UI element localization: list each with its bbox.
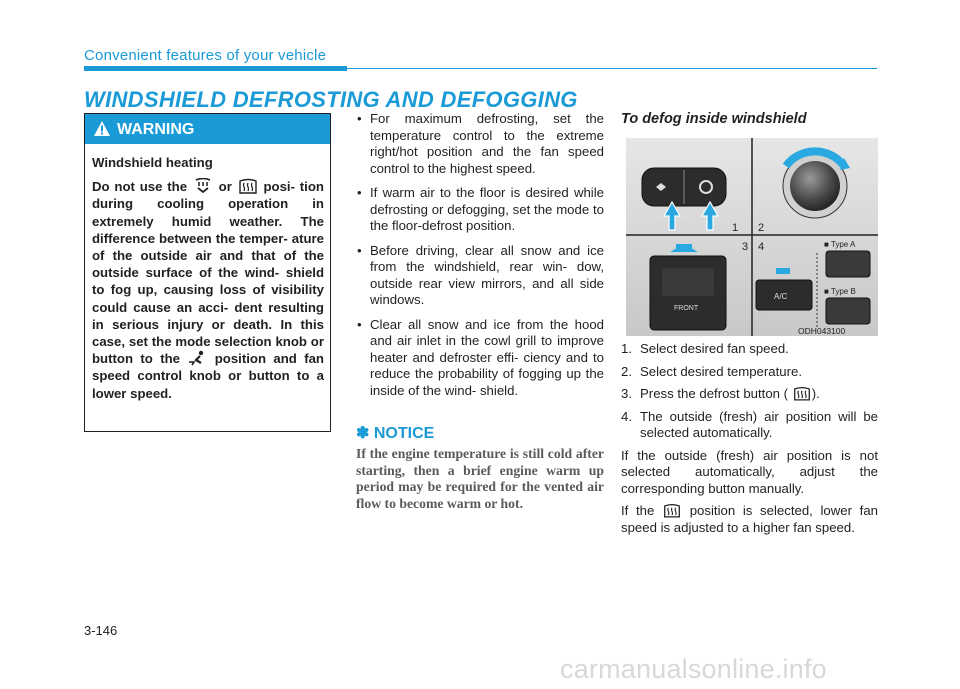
- step-item: 4. The outside (fresh) air position will be selected automatically.: [621, 408, 878, 440]
- step-item: 3. Press the defrost button ( ).: [621, 386, 820, 401]
- control-panel-illustration: [626, 138, 878, 336]
- warning-body: [92, 154, 324, 409]
- bullet-item: • For maximum defrosting, set the temperature control to the extreme right/hot position and the fan speed control to the highest speed.: [356, 111, 604, 177]
- paragraph-fresh-air: If the outside (fresh) air position is not selected automatically, adjust the corresponding button manually.: [621, 447, 878, 496]
- figure-label-3: 3: [742, 241, 749, 253]
- defog-steps: [621, 341, 878, 542]
- header-rule-thin: [347, 68, 877, 69]
- front-label: FRONT: [674, 305, 699, 312]
- warning-text-2: or: [218, 179, 232, 195]
- defrost-bullets: [356, 111, 604, 407]
- bullet-item: • Before driving, clear all snow and ice from the windshield, rear win- dow, outside rear view mirrors, and all side windows.: [356, 243, 604, 309]
- ac-label: A/C: [774, 292, 788, 301]
- bullet-item: • Clear all snow and ice from the hood and air inlet in the cowl grill to improve heater and defroster effi- ciency and to reduce the probability of fogging up the inside of the wind- shield.: [356, 317, 604, 400]
- notice-heading: ✽ NOTICE: [356, 425, 435, 442]
- warning-triangle-icon: [93, 120, 111, 137]
- warning-label: WARNING: [117, 121, 195, 138]
- figure-label-1: 1: [732, 222, 739, 234]
- defrost-icon: [237, 178, 259, 194]
- warning-heading: Windshield heating: [92, 155, 213, 170]
- control-panel-figure: [626, 138, 878, 336]
- page-title: WINDSHIELD DEFROSTING AND DEFOGGING: [84, 87, 578, 112]
- figure-label-4: 4: [758, 241, 765, 253]
- type-a-label: ■ Type A: [824, 240, 856, 249]
- step-item: 2. Select desired temperature.: [621, 363, 802, 379]
- figure-code: ODH043100: [798, 326, 846, 336]
- page-number: 3-146: [84, 623, 118, 638]
- floor-mode-icon: [187, 350, 207, 366]
- section-header: Convenient features of your vehicle: [84, 47, 327, 64]
- step-item: 1. Select desired fan speed.: [621, 341, 789, 356]
- defrost-icon: [662, 503, 682, 518]
- watermark: carmanualsonline.info: [560, 654, 827, 684]
- paragraph-defrost-fan: If the position is selected, lower fan speed is adjusted to a higher fan speed.: [621, 503, 879, 535]
- warning-text-3: posi- tion during cooling operation in extremely humid weather. The difference between the temper- ature of the outside air and that of the outside surface of the wind- shield to fog up, causing loss of visibility could cause an acci- dent resulting in serious injury or death. In this case, set the mode selection knob or button to the: [92, 179, 324, 367]
- warning-box: [84, 113, 331, 432]
- type-b-label: ■ Type B: [824, 287, 856, 296]
- header-rule-thick: [84, 66, 347, 71]
- notice-text: If the engine temperature is still cold after starting, then a brief engine warm up period may be required for the vented air flow to become warm or hot.: [356, 446, 604, 511]
- bullet-item: • If warm air to the floor is desired while defrosting or defogging, set the mode to the floor-defrost position.: [356, 185, 604, 235]
- figure-label-2: 2: [758, 222, 765, 234]
- subheading: To defog inside windshield: [621, 111, 807, 127]
- warning-text-1: Do not use the: [92, 179, 188, 195]
- warning-text-4: position and fan speed control knob or button to a lower speed.: [92, 351, 324, 401]
- floor-defrost-icon: [192, 178, 214, 194]
- defrost-icon: [792, 386, 812, 401]
- warning-header: [85, 114, 330, 144]
